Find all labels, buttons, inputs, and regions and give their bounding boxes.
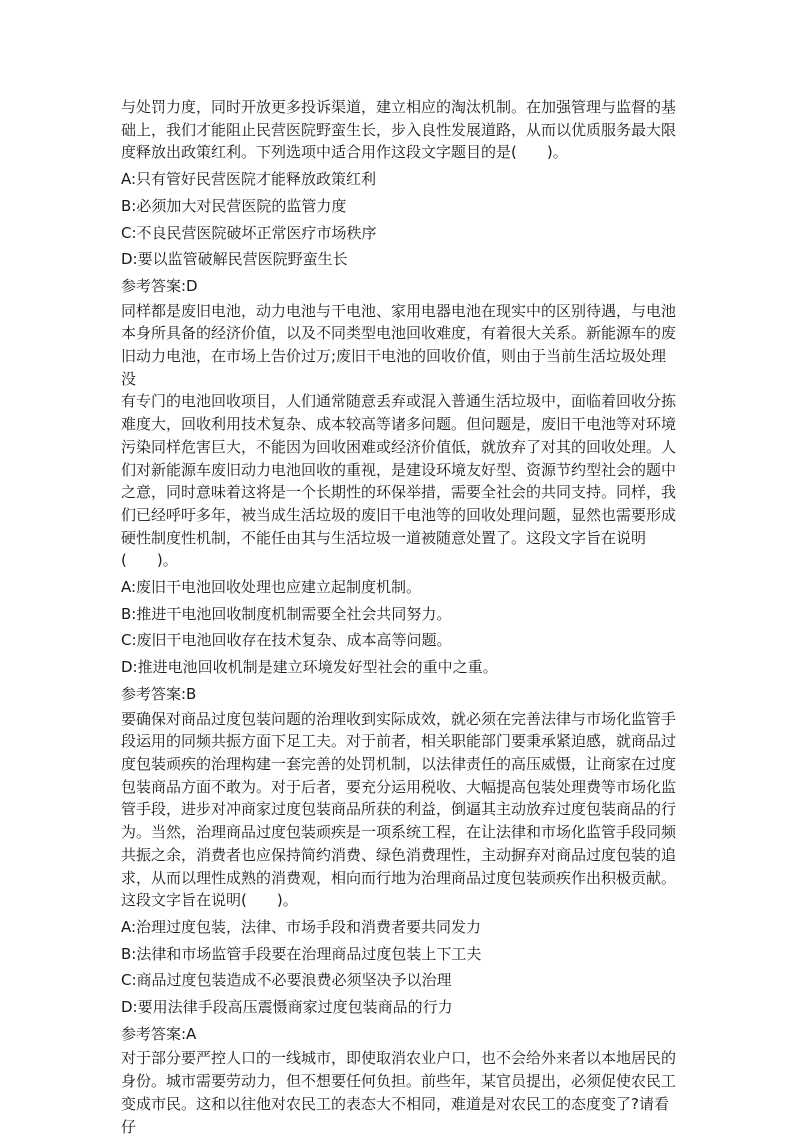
passage-line: 们对新能源车废旧动力电池回收的重视，是建设环境友好型、资源节约型社会的题中 [121,460,677,479]
option-c: C:不良民营医院破坏正常医疗市场秩序 [121,223,377,242]
passage-line: 同样都是废旧电池，动力电池与干电池、家用电器电池在现实中的区别待遇，与电池 [121,301,677,320]
passage-line: 之意，同时意味着这将是一个长期性的环保举措，需要全社会的共同支持。同样，我 [121,483,677,502]
passage-line: 身份。城市需要劳动力，但不想要任何负担。前些年，某官员提出，必须促使农民工 [121,1072,677,1091]
option-b: B:推进干电池回收制度机制需要全社会共同努力。 [121,604,452,623]
question-block-3 [121,708,681,1046]
option-b: B:必须加大对民营医院的监管力度 [121,196,347,215]
question-passage [121,96,681,164]
option-a: A:废旧干电池回收处理也应建立起制度机制。 [121,578,422,597]
reference-answer: 参考答案:D [121,276,198,295]
passage-line: 旧动力电池，在市场上告价过万;废旧干电池的回收价值，则由于当前生活垃圾处理没 [121,347,667,388]
question-block-2 [121,300,681,706]
question-passage [121,300,681,572]
question-block-1 [121,96,681,298]
passage-line: 度释放出政策红利。下列选项中适合用作这段文字题目的是( )。 [121,143,568,162]
option-b: B:法律和市场监管手段要在治理商品过度包装上下工夫 [121,944,482,963]
option-d: D:推进电池回收机制是建立环境发好型社会的重中之重。 [121,658,498,677]
document-page [121,96,681,1138]
passage-line: 础上，我们才能阻止民营医院野蛮生长，步入良性发展道路，从而以优质服务最大限 [121,120,677,139]
passage-line: 有专门的电池回收项目，人们通常随意丢弃或混入普通生活垃圾中，面临着回收分拣 [121,392,677,411]
passage-line: 共振之余，消费者也应保持简约消费、绿色消费理性，主动摒弃对商品过度包装的追 [121,845,677,864]
reference-answer: 参考答案:B [121,684,197,703]
question-passage [121,708,681,912]
passage-line: 为。当然，治理商品过度包装顽疾是一项系统工程，在让法律和市场化监管手段同频 [121,823,677,842]
option-c: C:废旧干电池回收存在技术复杂、成本高等问题。 [121,631,452,650]
passage-line: 污染同样危害巨大，不能因为回收困难或经济价值低，就放弃了对其的回收处理。人 [121,437,677,456]
passage-line: 求，从而以理性成熟的消费观，相向而行地为治理商品过度包装顽疾作出积极贡献。 [121,868,677,887]
passage-line: 包装商品方面不敢为。对于后者，要充分运用税收、大幅提高包装处理费等市场化监 [121,777,677,796]
option-d: D:要以监管破解民营医院野蛮生长 [121,250,348,269]
question-block-4 [121,1047,681,1138]
question-passage [121,1047,681,1138]
option-d: D:要用法律手段高压震慑商家过度包装商品的行力 [121,998,453,1017]
reference-answer: 参考答案:A [121,1024,197,1043]
passage-line: 管手段，进步对冲商家过度包装商品所获的利益，倒逼其主动放弃过度包装商品的行 [121,800,677,819]
passage-line: 难度大，回收利用技术复杂、成本较高等诸多问题。但问题是，废旧干电池等对环境 [121,415,677,434]
option-a: A:治理过度包装，法律、市场手段和消费者要共同发力 [121,917,482,936]
option-a: A:只有管好民营医院才能释放政策红利 [121,170,377,189]
passage-line: 要确保对商品过度包装问题的治理收到实际成效，就必须在完善法律与市场化监管手 [121,709,677,728]
passage-line: 变成市民。这和以往他对农民工的表态大不相同，难道是对农民工的态度变了?请看仔 [121,1094,669,1136]
passage-line: 本身所具备的经济价值，以及不同类型电池回收难度，有着很大关系。新能源车的废 [121,324,677,343]
option-c: C:商品过度包装造成不必要浪费必须坚决予以治理 [121,971,452,990]
passage-line: 对于部分要严控人口的一线城市，即使取消农业户口，也不会给外来者以本地居民的 [121,1049,677,1068]
passage-line: 们已经呼吁多年，被当成生活垃圾的废旧干电池等的回收处理问题，显然也需要形成 [121,505,677,524]
passage-line: 硬性制度性机制，不能任由其与生活垃圾一道被随意处置了。这段文字旨在说明( )。 [121,528,647,570]
passage-line: 与处罚力度，同时开放更多投诉渠道，建立相应的淘汰机制。在加强管理与监督的基 [121,98,677,116]
passage-line: 这段文字旨在说明( )。 [121,891,298,910]
passage-line: 度包装顽疾的治理构建一套完善的处罚机制，以法律责任的高压威慑，让商家在过度 [121,754,677,773]
passage-line: 段运用的同频共振方面下足工夫。对于前者，相关职能部门要秉承紧迫感，就商品过 [121,732,677,751]
